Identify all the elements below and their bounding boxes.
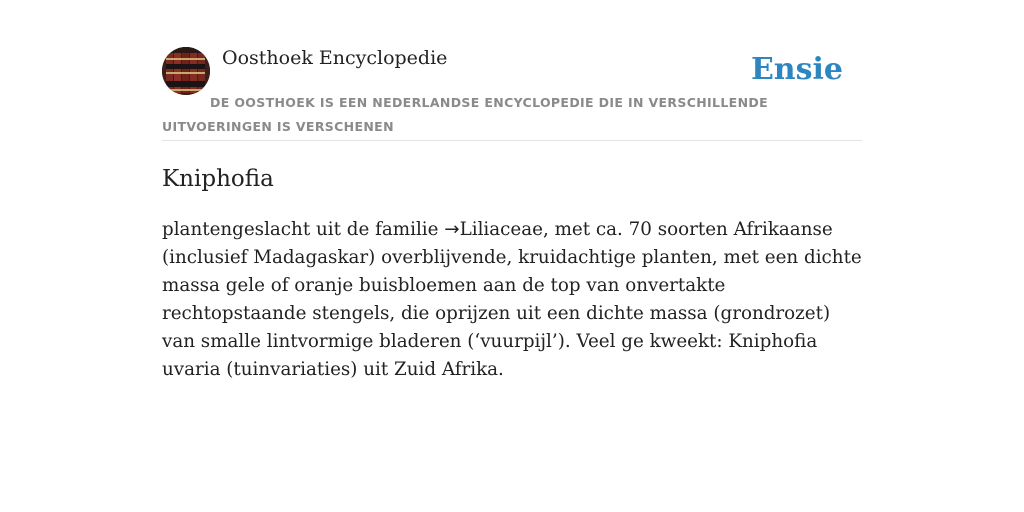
entry-body-intro: plantengeslacht uit de familie xyxy=(162,219,445,240)
site-tagline: DE OOSTHOEK IS EEN NEDERLANDSE ENCYCLOPEDIE DIE IN VERSCHILLENDE UITVOERINGEN IS VERSCHENEN xyxy=(162,95,768,134)
arrow-right-icon: → xyxy=(444,219,460,240)
entry-body xyxy=(162,216,862,384)
site-header xyxy=(162,46,862,141)
entry-body-text: , met ca. 70 soorten Afrikaanse (inclusief Madagaskar) overblijvende, kruidachtige planten, met een dichte massa gele of oranje buisbloemen aan de top van onvertakte rechtopstaande stengels, die oprijzen uit een dichte massa (grondrozet) van smalle lintvormige bladeren (‘vuurpijl’). Veel ge kweekt: Kniphofia uvaria (tuinvariaties) uit Zuid Afrika. xyxy=(162,219,862,380)
xref-link-liliaceae[interactable] xyxy=(444,219,543,240)
ensie-logo[interactable]: Ensie xyxy=(750,52,843,87)
site-name[interactable]: Oosthoek Encyclopedie xyxy=(222,47,448,69)
entry-title: Kniphofia xyxy=(162,166,274,192)
xref-label: Liliaceae xyxy=(459,219,543,240)
encyclopedia-books-icon[interactable] xyxy=(162,47,210,95)
